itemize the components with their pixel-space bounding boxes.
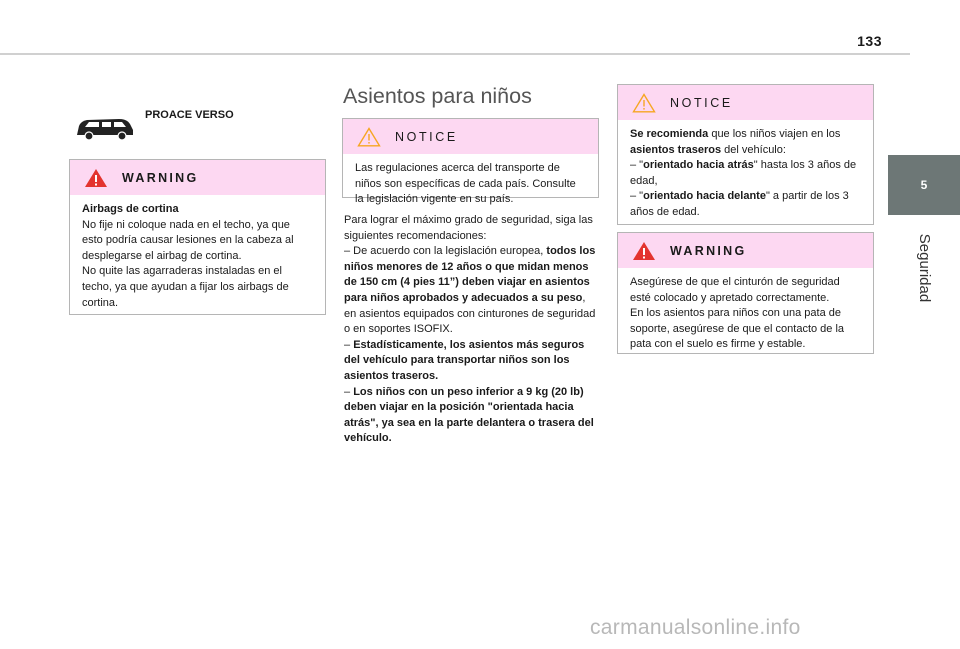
notice-text: del vehículo: bbox=[721, 143, 786, 156]
warning-title: WARNING bbox=[670, 243, 747, 258]
notice-header bbox=[343, 119, 598, 154]
warning-body bbox=[618, 268, 873, 363]
chapter-number: 5 bbox=[920, 178, 928, 192]
list-item-dash: – " bbox=[630, 159, 644, 172]
list-item-text: " a partir de los 3 años de edad. bbox=[630, 190, 849, 218]
warning-title: WARNING bbox=[122, 170, 199, 185]
warning-paragraph: Asegúrese de que el cinturón de seguridad esté colocado y apretado correctamente. bbox=[630, 276, 840, 304]
header-rule bbox=[0, 53, 910, 55]
list-item-emphasis: todos los niños menores de 12 años o que midan menos de 150 cm (4 pies 11”) deben viajar en asientos para niños aprobados y adecuados a su peso bbox=[344, 245, 596, 304]
recommendations-text bbox=[344, 213, 600, 447]
warning-box-curtain-airbags bbox=[69, 159, 326, 315]
notice-title: NOTICE bbox=[395, 129, 458, 144]
warning-body bbox=[70, 195, 325, 321]
notice-header bbox=[618, 85, 873, 120]
list-item-dash: – De acuerdo con la legislación europea, bbox=[344, 245, 547, 258]
van-icon bbox=[75, 116, 135, 142]
list-item-dash: – bbox=[344, 385, 354, 398]
warning-paragraph: No quite las agarraderas instaladas en el techo, ya que ayudan a fijar los airbags de cortina. bbox=[82, 265, 289, 309]
list-item bbox=[630, 158, 861, 189]
warning-paragraph: No fije ni coloque nada en el techo, ya que esto podría causar lesiones en la cabeza al desplegarse el airbag de cortina. bbox=[82, 218, 294, 262]
list-item-text: , en asientos equipados con cinturones de seguridad o en soportes ISOFIX. bbox=[344, 291, 596, 336]
notice-body: Las regulaciones acerca del transporte de niños son específicas de cada país. Consulte la legislación vigente en su país. bbox=[355, 162, 576, 206]
warning-header bbox=[70, 160, 325, 195]
chapter-label: Seguridad bbox=[916, 233, 933, 303]
list-item-dash: – bbox=[344, 338, 354, 351]
warning-icon bbox=[84, 168, 108, 188]
vehicle-name: PROACE VERSO bbox=[145, 109, 234, 121]
notice-title: NOTICE bbox=[670, 95, 733, 110]
watermark: carmanualsonline.info bbox=[590, 616, 801, 639]
list-item-emphasis: orientado hacia delante bbox=[643, 190, 766, 203]
notice-emphasis: asientos traseros bbox=[630, 143, 722, 156]
list-item-emphasis: orientado hacia atrás bbox=[643, 159, 754, 172]
notice-text: que los niños viajen en los bbox=[708, 128, 841, 140]
notice-emphasis: Se recomienda bbox=[630, 128, 709, 140]
list-item-dash: – " bbox=[630, 190, 644, 203]
warning-paragraph: En los asientos para niños con una pata de soporte, asegúrese de que el contacto de la pata con el suelo es firme y estable. bbox=[630, 307, 845, 351]
notice-icon bbox=[632, 93, 656, 113]
intro-paragraph: Para lograr el máximo grado de seguridad, siga las siguientes recomendaciones: bbox=[344, 214, 593, 242]
warning-icon bbox=[632, 241, 656, 261]
list-item bbox=[344, 338, 600, 385]
list-item-emphasis: Los niños con un peso inferior a 9 kg (20 lb) deben viajar en la posición "orientada hacia atrás", ya sea en la parte delantera o trasera del vehículo. bbox=[344, 385, 594, 445]
warning-heading: Airbags de cortina bbox=[82, 203, 179, 215]
list-item bbox=[344, 385, 600, 447]
chapter-tab[interactable] bbox=[888, 155, 960, 215]
notice-box-rear-seats bbox=[617, 84, 874, 225]
warning-box-seatbelt bbox=[617, 232, 874, 354]
list-item-text: " hasta los 3 años de edad, bbox=[630, 159, 857, 187]
notice-icon bbox=[357, 127, 381, 147]
list-item bbox=[630, 189, 861, 220]
list-item-emphasis: Estadísticamente, los asientos más seguros del vehículo para transportar niños son los asientos traseros. bbox=[344, 338, 585, 382]
list-item bbox=[344, 244, 600, 338]
page-number: 133 bbox=[857, 33, 882, 49]
notice-box-regulations bbox=[342, 118, 599, 206]
warning-header bbox=[618, 233, 873, 268]
notice-body bbox=[618, 120, 873, 231]
section-title: Asientos para niños bbox=[343, 84, 532, 108]
